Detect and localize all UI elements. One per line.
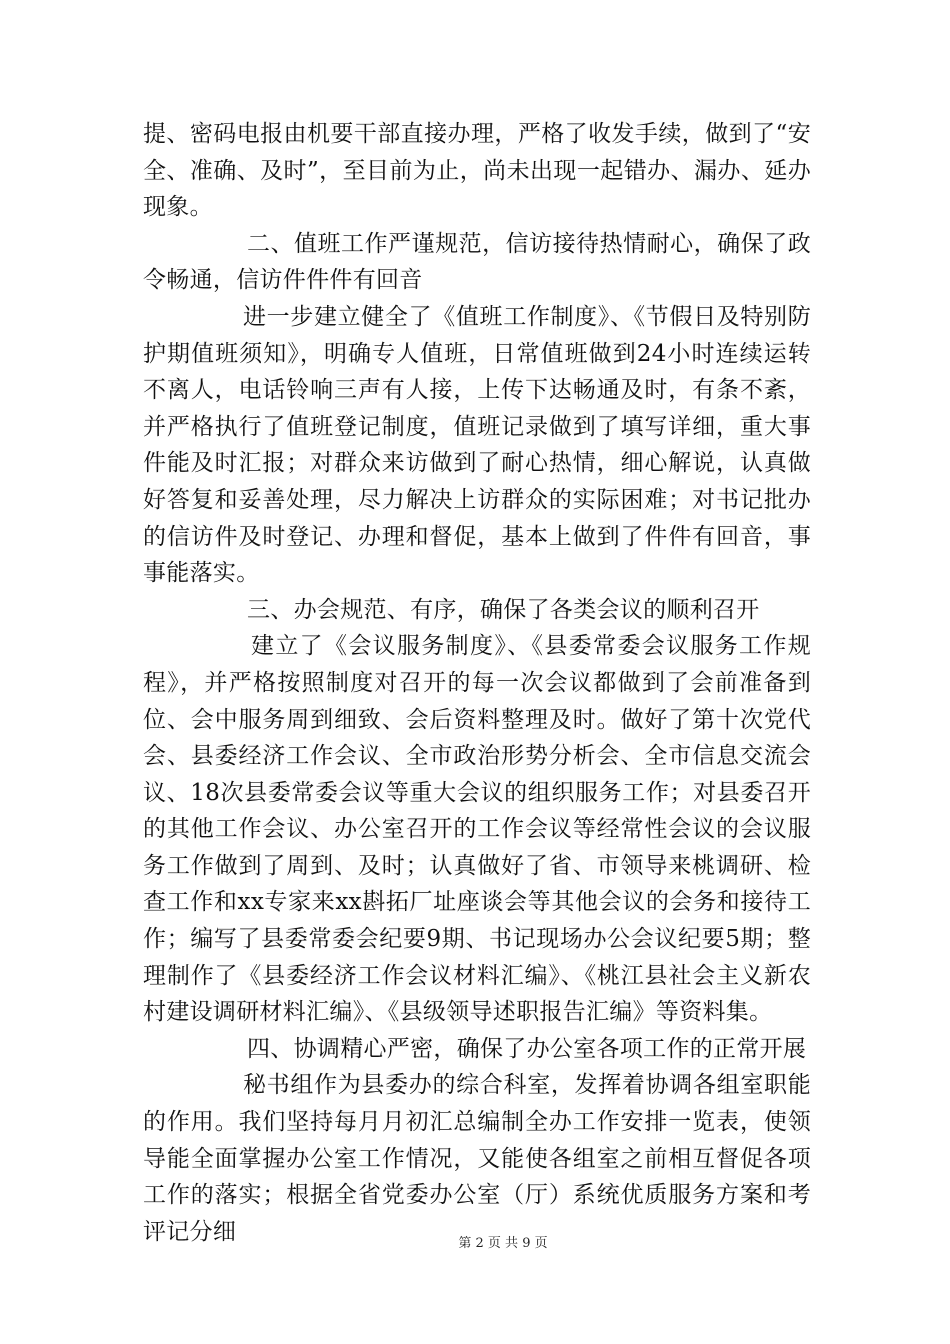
document-body (143, 116, 811, 1250)
section-heading-coordination: 四、协调精心严密，确保了办公室各项工作的正常开展 (247, 1035, 807, 1062)
paragraph-continuation: 提、密码电报由机要干部直接办理，严格了收发手续，做到了“安全、准确、及时”，至目前为止，尚未出现一起错办、漏办、延办现象。 (143, 121, 811, 221)
paragraph-duty: 进一步建立健全了《值班工作制度》、《节假日及特别防护期值班须知》，明确专人值班，日常值班做到24小时连续运转不离人，电话铃响三声有人接，上传下达畅通及时，有条不紊，并严格执行了值班登记制度，值班记录做到了填写详细，重大事件能及时汇报；对群众来访做到了耐心热情，细心解说，认真做好答复和妥善处理，尽力解决上访群众的实际困难；对书记批办的信访件及时登记、办理和督促，基本上做到了件件有回音，事事能落实。 (143, 303, 811, 587)
paragraph-coordination: 秘书组作为县委办的综合科室，发挥着协调各组室职能的作用。我们坚持每月月初汇总编制全办工作安排一览表，使领导能全面掌握办公室工作情况，又能使各组室之前相互督促各项工作的落实；根据全省党委办公室（厅）系统优质服务方案和考评记分细 (143, 1072, 811, 1245)
page-number-footer: 第 2 页 共 9 页 (458, 1236, 548, 1251)
section-heading-meetings: 三、办会规范、有序，确保了各类会议的顺利召开 (247, 596, 760, 623)
section-heading-duty: 二、值班工作严谨规范，信访接待热情耐心，确保了政令畅通，信访件件件有回音 (143, 230, 811, 294)
paragraph-meetings: 建立了《会议服务制度》、《县委常委会议服务工作规程》，并严格按照制度对召开的每一次会议都做到了会前准备到位、会中服务周到细致、会后资料整理及时。做好了第十次党代会、县委经济工作会议、全市政治形势分析会、全市信息交流会议、18次县委常委会议等重大会议的组织服务工作；对县委召开的其他工作会议、办公室召开的工作会议等经常性会议的会议服务工作做到了周到、及时；认真做好了省、市领导来桃调研、检查工作和xx专家来xx斟拓厂址座谈会等其他会议的会务和接待工作；编写了县委常委会纪要9期、书记现场办公会议纪要5期；整理制作了《县委经济工作会议材料汇编》、《桃江县社会主义新农村建设调研材料汇编》、《县级领导述职报告汇编》等资料集。 (143, 633, 811, 1026)
